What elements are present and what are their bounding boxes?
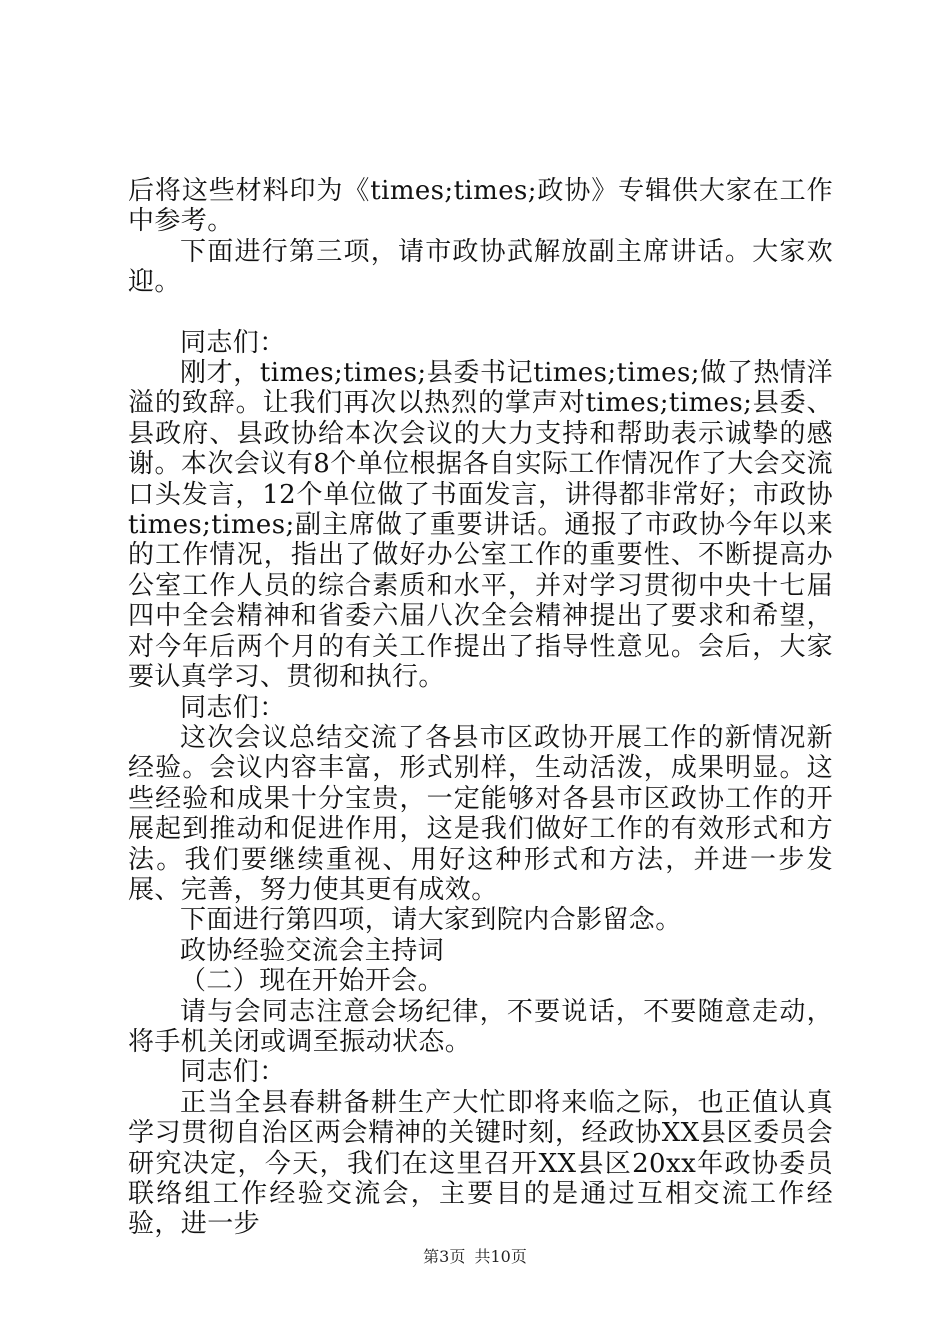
page-number: 第3页	[423, 1247, 466, 1266]
paragraph: 这次会议总结交流了各县市区政协开展工作的新情况新经验。会议内容丰富，形式别样，生动活泼，成果明显。这些经验和成果十分宝贵，一定能够对各县市区政协工作的开展起到推动和促进作用，这是我们做好工作的有效形式和方法。我们要继续重视、用好这种形式和方法，并进一步发展、完善，努力使其更有成效。	[128, 722, 833, 905]
paragraph: 下面进行第四项，请大家到院内合影留念。	[180, 905, 682, 936]
paragraph: 后将这些材料印为《times;times;政协》专辑供大家在工作中参考。	[128, 176, 833, 237]
blank-line	[128, 298, 833, 328]
page-footer	[0, 1244, 950, 1267]
paragraph-salutation: 同志们：	[180, 692, 286, 723]
paragraph: 请与会同志注意会场纪律，不要说话，不要随意走动，将手机关闭或调至振动状态。	[128, 996, 833, 1057]
paragraph: 正当全县春耕备耕生产大忙即将来临之际，也正值认真学习贯彻自治区两会精神的关键时刻，经政协XX县区委员会研究决定，今天，我们在这里召开XX县区20xx年政协委员联络组工作经验交流会，主要目的是通过互相交流工作经验，进一步	[128, 1087, 833, 1240]
paragraph: 下面进行第三项，请市政协武解放副主席讲话。大家欢迎。	[128, 236, 833, 298]
page-total: 共10页	[474, 1247, 527, 1266]
section-title: 政协经验交流会主持词	[180, 935, 445, 966]
paragraph: 刚才，times;times;县委书记times;times;做了热情洋溢的致辞。让我们再次以热烈的掌声对times;times;县委、县政府、县政协给本次会议的大力支持和帮助表示诚挚的感谢。本次会议有8个单位根据各自实际工作情况作了大会交流口头发言，12个单位做了书面发言，讲得都非常好；市政协times;times;副主席做了重要讲话。通报了市政协今年以来的工作情况，指出了做好办公室工作的重要性、不断提高办公室工作人员的综合素质和水平，并对学习贯彻中央十七届四中全会精神和省委六届八次全会精神提出了要求和希望，对今年后两个月的有关工作提出了指导性意见。会后，大家要认真学习、贯彻和执行。	[128, 358, 833, 693]
paragraph: （二）现在开始开会。	[180, 966, 445, 997]
paragraph-salutation: 同志们：	[180, 327, 286, 358]
document-body	[128, 176, 833, 1240]
paragraph-salutation: 同志们：	[180, 1057, 286, 1088]
